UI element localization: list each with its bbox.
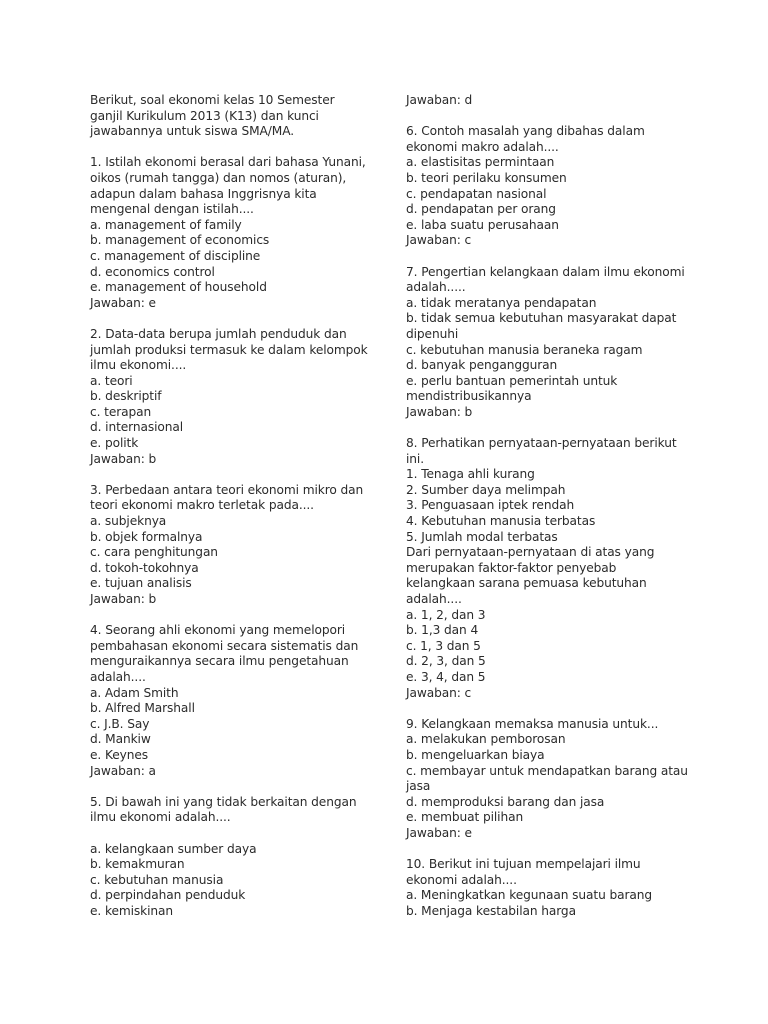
right-column-blank-line xyxy=(406,701,706,717)
right-column-text-line: c. pendapatan nasional xyxy=(406,186,547,201)
left-column-text-line: a. management of family xyxy=(90,217,242,232)
right-column-blank-line xyxy=(406,249,706,265)
right-column-text-line: 3. Penguasaan iptek rendah xyxy=(406,498,575,513)
right-column-text-line: Jawaban: e xyxy=(406,825,472,840)
left-column-text-line: e. politk xyxy=(90,436,139,451)
right-column-text-line: 6. Contoh masalah yang dibahas dalam xyxy=(406,124,645,139)
right-column-text-line: 4. Kebutuhan manusia terbatas xyxy=(406,514,596,529)
right-column-text-line: e. perlu bantuan pemerintah untuk xyxy=(406,373,618,388)
right-column-text-line: d. 2, 3, dan 5 xyxy=(406,654,486,669)
right-column-text-line: b. teori perilaku konsumen xyxy=(406,170,567,185)
right-text-column xyxy=(406,93,706,919)
left-column-text-line: c. terapan xyxy=(90,404,152,419)
right-column-blank-line xyxy=(406,109,706,125)
right-column-text-line: ekonomi adalah.... xyxy=(406,872,517,887)
right-column-text-line: ini. xyxy=(406,451,424,466)
left-column-text-line: b. kemakmuran xyxy=(90,857,185,872)
right-column-text-line: Dari pernyataan-pernyataan di atas yang xyxy=(406,545,655,560)
left-column-text-line: d. Mankiw xyxy=(90,732,151,747)
right-column-text-line: ekonomi makro adalah.... xyxy=(406,139,559,154)
right-column-text-line: Jawaban: b xyxy=(406,404,473,419)
left-column-text-line: oikos (rumah tangga) dan nomos (aturan), xyxy=(90,170,347,185)
left-column-text-line: 5. Di bawah ini yang tidak berkaitan dengan xyxy=(90,794,357,809)
right-column-blank-line xyxy=(406,842,706,858)
right-column-text-line: a. 1, 2, dan 3 xyxy=(406,607,486,622)
left-column-text-line: menguraikannya secara ilmu pengetahuan xyxy=(90,654,349,669)
right-column-text-line: b. Menjaga kestabilan harga xyxy=(406,903,576,918)
left-column-text-line: a. subjeknya xyxy=(90,514,167,529)
right-column-text-line: 9. Kelangkaan memaksa manusia untuk... xyxy=(406,716,659,731)
right-column-text-line: a. Meningkatkan kegunaan suatu barang xyxy=(406,888,653,903)
right-column-text-line: adalah..... xyxy=(406,280,466,295)
right-column-text-line: b. 1,3 dan 4 xyxy=(406,623,479,638)
left-column-text-line: 2. Data-data berupa jumlah penduduk dan xyxy=(90,326,347,341)
right-column-text-line: adalah.... xyxy=(406,592,462,606)
left-column-text-line: 4. Seorang ahli ekonomi yang memelopori xyxy=(90,623,346,638)
left-column-text-line: 3. Perbedaan antara teori ekonomi mikro dan xyxy=(90,482,364,497)
right-column-text-line: a. melakukan pemborosan xyxy=(406,732,566,747)
right-column-text-line: e. laba suatu perusahaan xyxy=(406,217,559,232)
left-column-text-line: b. Alfred Marshall xyxy=(90,701,195,716)
left-column-text-line: d. economics control xyxy=(90,264,215,279)
right-column-text-line: a. tidak meratanya pendapatan xyxy=(406,295,597,310)
right-column-text-line: 5. Jumlah modal terbatas xyxy=(406,529,558,544)
right-column-text-line: d. banyak pengangguran xyxy=(406,358,558,373)
left-column-blank-line xyxy=(90,140,390,156)
left-column-text-line: mengenal dengan istilah.... xyxy=(90,202,254,217)
right-column-text-line: b. mengeluarkan biaya xyxy=(406,747,545,762)
right-column-text-line: 2. Sumber daya melimpah xyxy=(406,482,566,497)
right-column-text-line: c. kebutuhan manusia beraneka ragam xyxy=(406,342,643,357)
left-column-text-line: Jawaban: a xyxy=(90,763,156,778)
right-column-text-line: 10. Berikut ini tujuan mempelajari ilmu xyxy=(406,857,641,872)
right-column-text-line: dipenuhi xyxy=(406,326,459,341)
left-column-blank-line xyxy=(90,608,390,624)
right-column-text-line: a. elastisitas permintaan xyxy=(406,155,555,170)
left-column-text-line: b. deskriptif xyxy=(90,389,162,404)
left-column-text-line: teori ekonomi makro terletak pada.... xyxy=(90,498,314,513)
left-column-text-line: e. management of household xyxy=(90,280,267,295)
right-column-text-line: mendistribusikannya xyxy=(406,389,532,404)
left-column-text-line: d. tokoh-tokohnya xyxy=(90,560,199,575)
left-column-text-line: Jawaban: b xyxy=(90,451,157,466)
left-column-text-line: a. kelangkaan sumber daya xyxy=(90,841,257,856)
right-column-text-line: d. memproduksi barang dan jasa xyxy=(406,794,605,809)
left-column-text-line: adapun dalam bahasa Inggrisnya kita xyxy=(90,186,317,201)
right-column-blank-line xyxy=(406,420,706,436)
right-column-text-line: 7. Pengertian kelangkaan dalam ilmu ekonomi xyxy=(406,264,685,279)
left-column-text-line: e. Keynes xyxy=(90,747,149,762)
left-column-text-line: jumlah produksi termasuk ke dalam kelompok xyxy=(90,342,368,357)
left-column-text-line: jawabannya untuk siswa SMA/MA. xyxy=(90,124,294,139)
left-column-text-line: a. Adam Smith xyxy=(90,685,179,700)
left-column-text-line: ganjil Kurikulum 2013 (K13) dan kunci xyxy=(90,108,319,123)
left-column-blank-line xyxy=(90,467,390,483)
left-column-text-line: d. internasional xyxy=(90,420,184,435)
right-column-text-line: Jawaban: d xyxy=(406,93,473,107)
right-column-text-line: 8. Perhatikan pernyataan-pernyataan berikut xyxy=(406,436,677,451)
left-column-text-line: Jawaban: e xyxy=(90,295,156,310)
left-column-text-line: c. management of discipline xyxy=(90,248,261,263)
left-text-column xyxy=(90,93,390,919)
left-column-text-line: 1. Istilah ekonomi berasal dari bahasa Yunani, xyxy=(90,155,366,170)
left-column-blank-line xyxy=(90,779,390,795)
left-column-text-line: d. perpindahan penduduk xyxy=(90,888,246,903)
left-column-text-line: Jawaban: b xyxy=(90,592,157,606)
right-column-text-line: b. tidak semua kebutuhan masyarakat dapat xyxy=(406,311,677,326)
left-column-text-line: c. cara penghitungan xyxy=(90,545,218,560)
left-column-text-line: Berikut, soal ekonomi kelas 10 Semester xyxy=(90,93,335,107)
right-column-text-line: merupakan faktor-faktor penyebab xyxy=(406,560,617,575)
left-column-text-line: ilmu ekonomi adalah.... xyxy=(90,810,231,825)
right-column-text-line: c. 1, 3 dan 5 xyxy=(406,638,481,653)
right-column-text-line: Jawaban: c xyxy=(406,233,472,248)
right-column-text-line: d. pendapatan per orang xyxy=(406,202,556,217)
left-column-text-line: b. objek formalnya xyxy=(90,529,203,544)
right-column-text-line: 1. Tenaga ahli kurang xyxy=(406,467,535,482)
left-column-text-line: pembahasan ekonomi secara sistematis dan xyxy=(90,638,359,653)
left-column-text-line: b. management of economics xyxy=(90,233,270,248)
right-column-text-line: kelangkaan sarana pemuasa kebutuhan xyxy=(406,576,647,591)
left-column-text-line: a. teori xyxy=(90,373,133,388)
left-column-text-line: ilmu ekonomi.... xyxy=(90,358,187,373)
right-column-text-line: e. membuat pilihan xyxy=(406,810,524,825)
left-column-blank-line xyxy=(90,311,390,327)
right-column-text-line: Jawaban: c xyxy=(406,685,472,700)
right-column-text-line: jasa xyxy=(406,779,431,794)
left-column-text-line: c. kebutuhan manusia xyxy=(90,872,224,887)
right-column-text-line: c. membayar untuk mendapatkan barang atau xyxy=(406,763,688,778)
left-column-text-line: adalah.... xyxy=(90,669,146,684)
left-column-text-line: e. tujuan analisis xyxy=(90,576,192,591)
left-column-text-line: c. J.B. Say xyxy=(90,716,150,731)
left-column-text-line: e. kemiskinan xyxy=(90,903,174,918)
left-column-blank-line xyxy=(90,826,390,842)
right-column-text-line: e. 3, 4, dan 5 xyxy=(406,669,486,684)
